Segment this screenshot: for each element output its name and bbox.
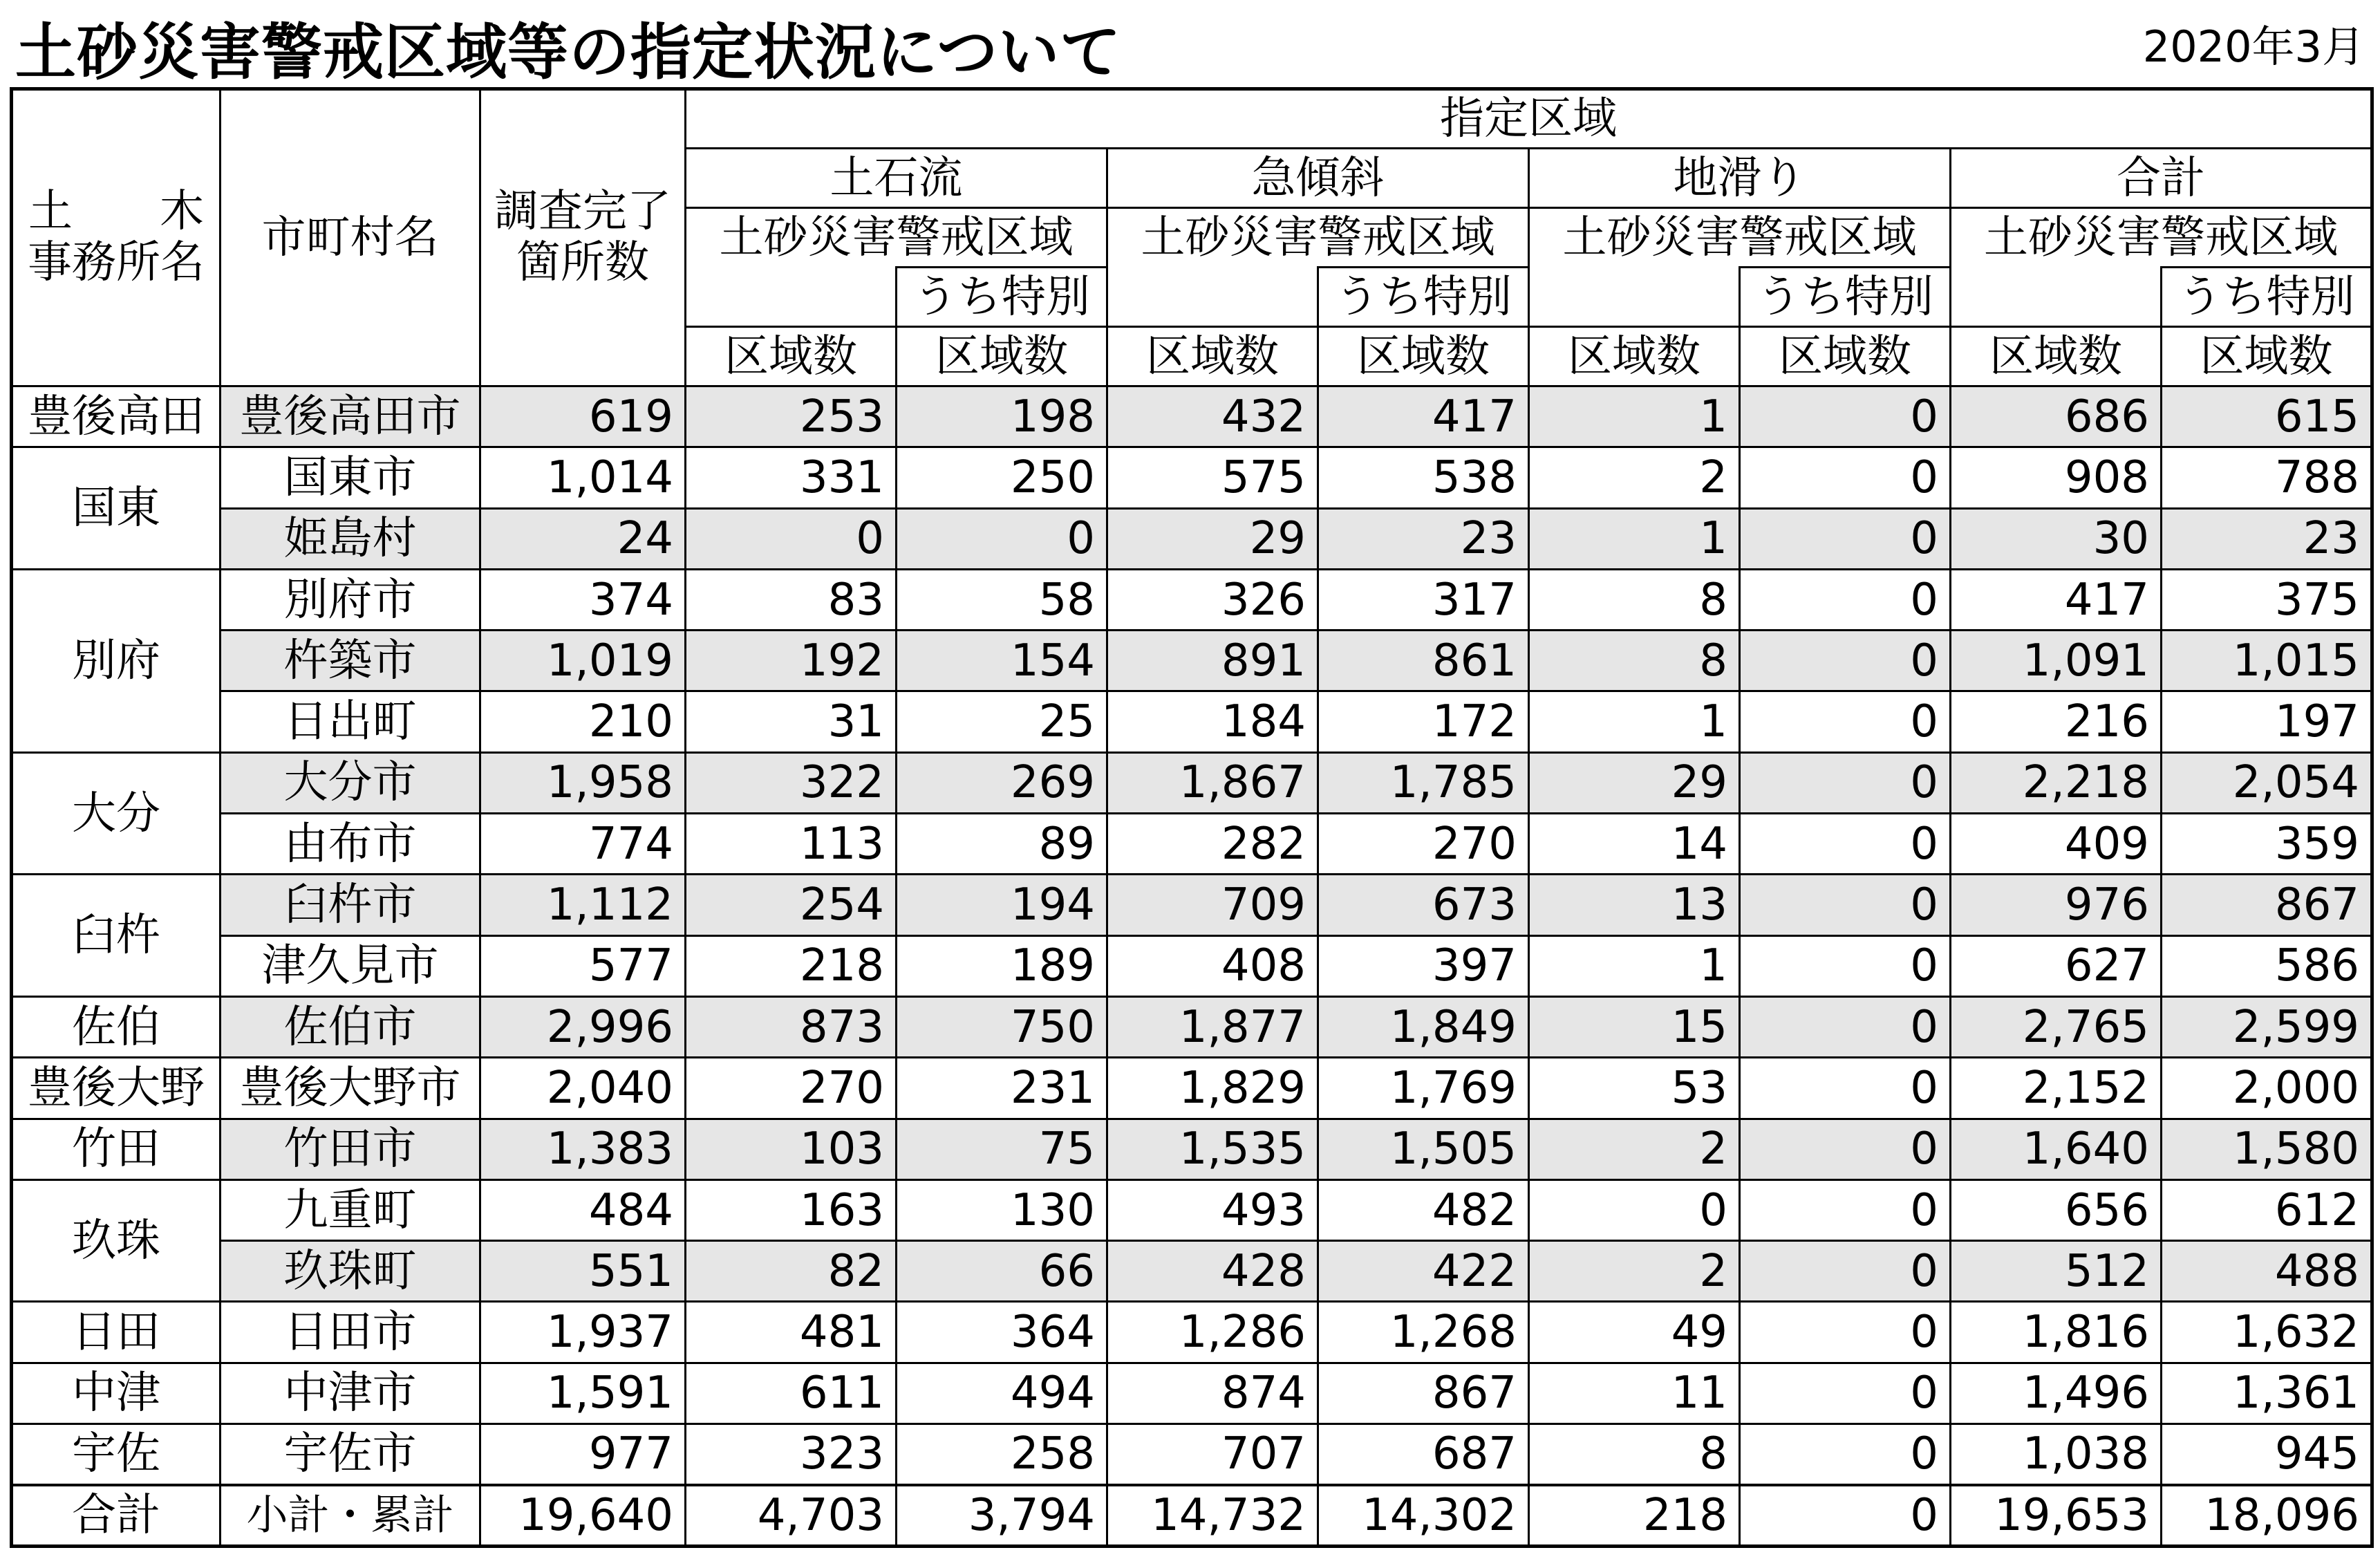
value-cell: 1,829 [1107,1058,1318,1119]
count-header: 区域数 [1951,327,2162,386]
value-cell: 1 [1529,386,1740,447]
value-cell: 1,286 [1107,1302,1318,1363]
value-cell: 1,038 [1951,1424,2162,1485]
value-cell: 750 [897,996,1107,1057]
office-cell: 別府 [12,569,221,752]
value-cell: 709 [1107,875,1318,935]
value-cell: 24 [480,508,686,569]
value-cell: 29 [1107,508,1318,569]
count-header: 区域数 [1740,327,1951,386]
value-cell: 1,580 [2162,1119,2372,1179]
value-cell: 14 [1529,814,1740,875]
group-header-landslide: 地滑り [1529,149,1951,208]
value-cell: 15 [1529,996,1740,1057]
value-cell: 1,496 [1951,1363,2162,1424]
value-cell: 0 [1740,1363,1951,1424]
municipality-cell: 九重町 [221,1179,480,1240]
value-cell: 270 [1318,814,1529,875]
value-cell: 551 [480,1241,686,1302]
office-cell: 玖珠 [12,1179,221,1302]
value-cell: 3,794 [897,1485,1107,1546]
table-row [12,1363,2372,1424]
value-cell: 11 [1529,1363,1740,1424]
special-zone-header: うち特別 [2162,268,2372,327]
value-cell: 0 [686,508,897,569]
office-cell: 大分 [12,752,221,875]
total-row [12,1485,2372,1546]
value-cell: 218 [686,935,897,996]
value-cell: 2,054 [2162,752,2372,813]
value-cell: 0 [1740,814,1951,875]
value-cell: 8 [1529,1424,1740,1485]
table-header [12,89,2372,386]
table-row [12,386,2372,447]
municipality-cell: 日田市 [221,1302,480,1363]
value-cell: 1,849 [1318,996,1529,1057]
value-cell: 774 [480,814,686,875]
special-zone-header: うち特別 [897,268,1107,327]
office-cell: 豊後高田 [12,386,221,447]
value-cell: 0 [1740,508,1951,569]
office-cell: 竹田 [12,1119,221,1179]
value-cell: 1 [1529,691,1740,752]
value-cell: 1,383 [480,1119,686,1179]
page-title: 土砂災害警戒区域等の指定状況について [15,17,1122,88]
value-cell: 282 [1107,814,1318,875]
value-cell: 8 [1529,569,1740,630]
count-header: 区域数 [686,327,897,386]
survey-column-header: 調査完了 箇所数 [480,89,686,386]
value-cell: 231 [897,1058,1107,1119]
value-cell: 0 [1740,1119,1951,1179]
value-cell: 82 [686,1241,897,1302]
value-cell: 2 [1529,447,1740,508]
value-cell: 2 [1529,1241,1740,1302]
value-cell: 172 [1318,691,1529,752]
value-cell: 0 [897,508,1107,569]
value-cell: 113 [686,814,897,875]
value-cell: 19,640 [480,1485,686,1546]
municipality-column-header: 市町村名 [221,89,480,386]
value-cell: 216 [1951,691,2162,752]
value-cell: 2,599 [2162,996,2372,1057]
value-cell: 673 [1318,875,1529,935]
value-cell: 0 [1740,1058,1951,1119]
value-cell: 1,015 [2162,631,2372,691]
value-cell: 31 [686,691,897,752]
zone-header-spacer [686,268,897,327]
value-cell: 75 [897,1119,1107,1179]
office-cell: 中津 [12,1363,221,1424]
value-cell: 1,785 [1318,752,1529,813]
value-cell: 1,019 [480,631,686,691]
municipality-cell: 大分市 [221,752,480,813]
table-row [12,1424,2372,1485]
value-cell: 0 [1529,1179,1740,1240]
value-cell: 417 [1318,386,1529,447]
value-cell: 1,958 [480,752,686,813]
table-row [12,752,2372,813]
value-cell: 18,096 [2162,1485,2372,1546]
office-cell: 佐伯 [12,996,221,1057]
value-cell: 577 [480,935,686,996]
office-cell: 豊後大野 [12,1058,221,1119]
table-row [12,996,2372,1057]
special-zone-header: うち特別 [1740,268,1951,327]
municipality-cell: 杵築市 [221,631,480,691]
value-cell: 66 [897,1241,1107,1302]
municipality-cell: 臼杵市 [221,875,480,935]
value-cell: 788 [2162,447,2372,508]
value-cell: 432 [1107,386,1318,447]
value-cell: 1,867 [1107,752,1318,813]
table-row [12,1119,2372,1179]
municipality-cell: 国東市 [221,447,480,508]
value-cell: 687 [1318,1424,1529,1485]
value-cell: 1,937 [480,1302,686,1363]
value-cell: 53 [1529,1058,1740,1119]
value-cell: 656 [1951,1179,2162,1240]
designation-table [10,87,2374,1548]
value-cell: 218 [1529,1485,1740,1546]
value-cell: 908 [1951,447,2162,508]
value-cell: 575 [1107,447,1318,508]
value-cell: 30 [1951,508,2162,569]
value-cell: 14,732 [1107,1485,1318,1546]
value-cell: 210 [480,691,686,752]
value-cell: 103 [686,1119,897,1179]
value-cell: 481 [686,1302,897,1363]
office-cell: 宇佐 [12,1424,221,1485]
value-cell: 488 [2162,1241,2372,1302]
table-row [12,875,2372,935]
municipality-cell: 豊後高田市 [221,386,480,447]
table-row [12,447,2372,508]
value-cell: 0 [1740,1485,1951,1546]
value-cell: 254 [686,875,897,935]
zone-header-spacer [1107,268,1318,327]
value-cell: 417 [1951,569,2162,630]
value-cell: 538 [1318,447,1529,508]
group-header-debris-flow: 土石流 [686,149,1107,208]
value-cell: 2,152 [1951,1058,2162,1119]
value-cell: 1,591 [480,1363,686,1424]
table-row [12,569,2372,630]
table-row [12,631,2372,691]
zone-header-spacer [1951,268,2162,327]
zone-header: 土砂災害警戒区域 [1107,208,1529,268]
municipality-cell: 津久見市 [221,935,480,996]
value-cell: 322 [686,752,897,813]
count-header: 区域数 [2162,327,2372,386]
count-header: 区域数 [1318,327,1529,386]
value-cell: 976 [1951,875,2162,935]
table-row [12,508,2372,569]
value-cell: 192 [686,631,897,691]
value-cell: 0 [1740,447,1951,508]
value-cell: 2,996 [480,996,686,1057]
value-cell: 1,769 [1318,1058,1529,1119]
value-cell: 250 [897,447,1107,508]
designated-area-header: 指定区域 [686,89,2372,149]
value-cell: 945 [2162,1424,2372,1485]
value-cell: 326 [1107,569,1318,630]
value-cell: 0 [1740,752,1951,813]
municipality-cell: 竹田市 [221,1119,480,1179]
value-cell: 2,218 [1951,752,2162,813]
value-cell: 130 [897,1179,1107,1240]
municipality-cell: 佐伯市 [221,996,480,1057]
municipality-cell: 玖珠町 [221,1241,480,1302]
value-cell: 1,268 [1318,1302,1529,1363]
value-cell: 0 [1740,1241,1951,1302]
value-cell: 0 [1740,1179,1951,1240]
value-cell: 867 [2162,875,2372,935]
value-cell: 258 [897,1424,1107,1485]
table-row [12,1058,2372,1119]
special-zone-header: うち特別 [1318,268,1529,327]
value-cell: 482 [1318,1179,1529,1240]
table-body [12,386,2372,1547]
value-cell: 428 [1107,1241,1318,1302]
group-header-total: 合計 [1951,149,2372,208]
value-cell: 23 [2162,508,2372,569]
table-row [12,691,2372,752]
table-row [12,1241,2372,1302]
value-cell: 89 [897,814,1107,875]
value-cell: 1,361 [2162,1363,2372,1424]
value-cell: 163 [686,1179,897,1240]
value-cell: 586 [2162,935,2372,996]
municipality-cell: 姫島村 [221,508,480,569]
value-cell: 494 [897,1363,1107,1424]
value-cell: 0 [1740,569,1951,630]
value-cell: 13 [1529,875,1740,935]
office-cell: 合計 [12,1485,221,1546]
value-cell: 611 [686,1363,897,1424]
value-cell: 408 [1107,935,1318,996]
value-cell: 867 [1318,1363,1529,1424]
value-cell: 891 [1107,631,1318,691]
value-cell: 4,703 [686,1485,897,1546]
value-cell: 627 [1951,935,2162,996]
value-cell: 977 [480,1424,686,1485]
value-cell: 23 [1318,508,1529,569]
count-header: 区域数 [1107,327,1318,386]
value-cell: 8 [1529,631,1740,691]
value-cell: 615 [2162,386,2372,447]
zone-header-spacer [1529,268,1740,327]
value-cell: 686 [1951,386,2162,447]
zone-header: 土砂災害警戒区域 [686,208,1107,268]
value-cell: 83 [686,569,897,630]
value-cell: 19,653 [1951,1485,2162,1546]
municipality-cell: 小計・累計 [221,1485,480,1546]
table-row [12,1302,2372,1363]
value-cell: 0 [1740,875,1951,935]
value-cell: 1,640 [1951,1119,2162,1179]
count-header: 区域数 [897,327,1107,386]
value-cell: 270 [686,1058,897,1119]
value-cell: 0 [1740,1302,1951,1363]
office-cell: 臼杵 [12,875,221,997]
office-cell: 日田 [12,1302,221,1363]
value-cell: 612 [2162,1179,2372,1240]
value-cell: 359 [2162,814,2372,875]
value-cell: 707 [1107,1424,1318,1485]
table-row [12,935,2372,996]
value-cell: 484 [480,1179,686,1240]
value-cell: 198 [897,386,1107,447]
value-cell: 269 [897,752,1107,813]
value-cell: 2 [1529,1119,1740,1179]
table-row [12,1179,2372,1240]
municipality-cell: 宇佐市 [221,1424,480,1485]
value-cell: 1,535 [1107,1119,1318,1179]
value-cell: 184 [1107,691,1318,752]
value-cell: 364 [897,1302,1107,1363]
value-cell: 0 [1740,935,1951,996]
value-cell: 331 [686,447,897,508]
value-cell: 323 [686,1424,897,1485]
group-header-steep-slope: 急傾斜 [1107,149,1529,208]
value-cell: 2,000 [2162,1058,2372,1119]
value-cell: 25 [897,691,1107,752]
value-cell: 317 [1318,569,1529,630]
value-cell: 409 [1951,814,2162,875]
value-cell: 375 [2162,569,2372,630]
value-cell: 874 [1107,1363,1318,1424]
municipality-cell: 別府市 [221,569,480,630]
value-cell: 49 [1529,1302,1740,1363]
value-cell: 1,014 [480,447,686,508]
value-cell: 29 [1529,752,1740,813]
value-cell: 1,877 [1107,996,1318,1057]
value-cell: 0 [1740,996,1951,1057]
value-cell: 512 [1951,1241,2162,1302]
value-cell: 1 [1529,935,1740,996]
value-cell: 1,091 [1951,631,2162,691]
value-cell: 197 [2162,691,2372,752]
value-cell: 493 [1107,1179,1318,1240]
value-cell: 873 [686,996,897,1057]
value-cell: 1,505 [1318,1119,1529,1179]
value-cell: 0 [1740,386,1951,447]
value-cell: 0 [1740,631,1951,691]
value-cell: 253 [686,386,897,447]
value-cell: 194 [897,875,1107,935]
zone-header: 土砂災害警戒区域 [1529,208,1951,268]
value-cell: 1,816 [1951,1302,2162,1363]
value-cell: 0 [1740,691,1951,752]
value-cell: 1,632 [2162,1302,2372,1363]
value-cell: 1,112 [480,875,686,935]
value-cell: 374 [480,569,686,630]
value-cell: 2,040 [480,1058,686,1119]
value-cell: 58 [897,569,1107,630]
value-cell: 619 [480,386,686,447]
municipality-cell: 豊後大野市 [221,1058,480,1119]
zone-header: 土砂災害警戒区域 [1951,208,2372,268]
count-header: 区域数 [1529,327,1740,386]
municipality-cell: 中津市 [221,1363,480,1424]
table-row [12,814,2372,875]
municipality-cell: 日出町 [221,691,480,752]
office-column-header: 土 木 事務所名 [12,89,221,386]
municipality-cell: 由布市 [221,814,480,875]
date-label: 2020年3月 [2142,21,2365,72]
value-cell: 14,302 [1318,1485,1529,1546]
value-cell: 861 [1318,631,1529,691]
office-cell: 国東 [12,447,221,570]
value-cell: 422 [1318,1241,1529,1302]
value-cell: 1 [1529,508,1740,569]
value-cell: 189 [897,935,1107,996]
value-cell: 154 [897,631,1107,691]
value-cell: 2,765 [1951,996,2162,1057]
value-cell: 0 [1740,1424,1951,1485]
value-cell: 397 [1318,935,1529,996]
